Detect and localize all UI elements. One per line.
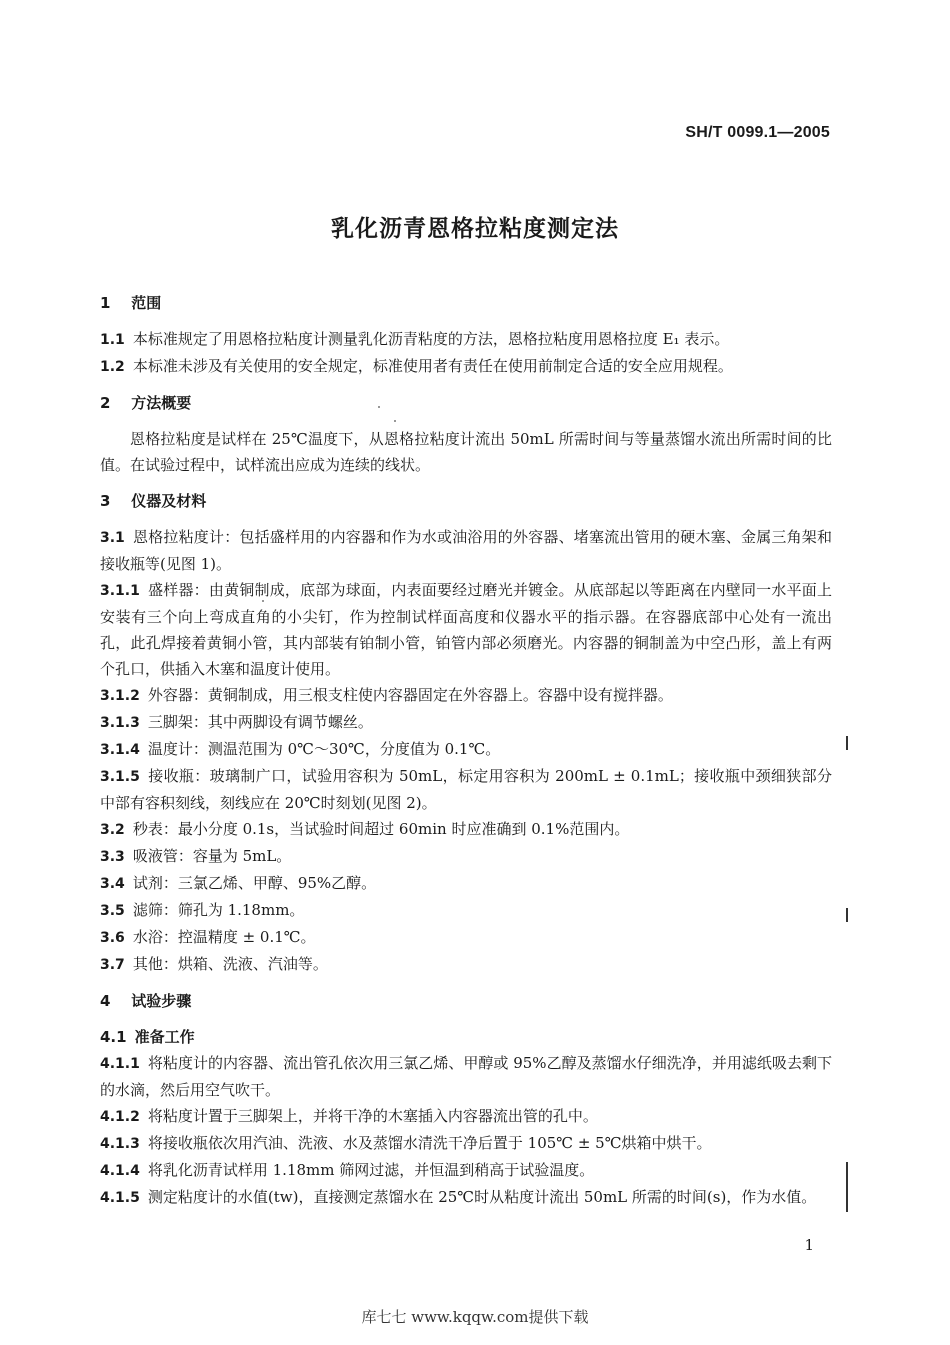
clause-1-1 bbox=[100, 326, 832, 353]
clause-3-4 bbox=[100, 870, 832, 897]
clause-4-1-3 bbox=[100, 1130, 832, 1157]
clause-text: 外容器：黄铜制成，用三根支柱使内容器固定在外容器上。容器中设有搅拌器。 bbox=[147, 686, 673, 704]
section-1-heading bbox=[100, 290, 832, 316]
document-title: 乳化沥青恩格拉粘度测定法 bbox=[331, 216, 619, 242]
section-4-heading bbox=[100, 988, 832, 1014]
clause-3-1-4 bbox=[100, 736, 832, 763]
section-number: 4 bbox=[100, 992, 111, 1010]
scan-speck bbox=[394, 420, 396, 422]
section-number: 3 bbox=[100, 492, 111, 510]
clause-3-6 bbox=[100, 924, 832, 951]
clause-number: 1.2 bbox=[100, 359, 125, 375]
clause-3-7 bbox=[100, 951, 832, 978]
clause-number: 3.1 bbox=[100, 530, 125, 546]
clause-number: 4.1.4 bbox=[100, 1163, 140, 1179]
clause-number: 3.5 bbox=[100, 903, 125, 919]
clause-text: 秒表：最小分度 0.1s，当试验时间超过 60min 时应准确到 0.1%范围内。 bbox=[132, 820, 630, 838]
clause-4-1-5 bbox=[100, 1184, 832, 1211]
clause-number: 3.6 bbox=[100, 930, 125, 946]
clause-1-2 bbox=[100, 353, 832, 380]
clause-number: 3.1.3 bbox=[100, 715, 140, 731]
clause-text: 三脚架：其中两脚设有调节螺丝。 bbox=[147, 713, 373, 731]
clause-number: 4.1 bbox=[100, 1028, 127, 1046]
subsection-4-1-heading bbox=[100, 1024, 832, 1050]
clause-4-1-1 bbox=[100, 1050, 832, 1103]
clause-text: 温度计：测温范围为 0℃～30℃，分度值为 0.1℃。 bbox=[147, 740, 501, 758]
clause-number: 3.3 bbox=[100, 849, 125, 865]
clause-text: 测定粘度计的水值(tw)，直接测定蒸馏水在 25℃时从粘度计流出 50mL 所需的时间(s)，作为水值。 bbox=[147, 1188, 817, 1206]
section-title: 仪器及材料 bbox=[131, 492, 207, 510]
clause-text: 本标准未涉及有关使用的安全规定，标准使用者有责任在使用前制定合适的安全应用规程。 bbox=[132, 357, 733, 375]
document-body bbox=[100, 290, 832, 1211]
clause-text: 盛样器：由黄铜制成，底部为球面，内表面要经过磨光并镀金。从底部起以等距离在内壁同一水平面上安装有三个向上弯成直角的小尖钉，作为控制试样面高度和仪器水平的指示器。在容器底部中心处有一流出孔，此孔焊接着黄铜小管，其内部装有铂制小管，铂管内部必须磨光。内容器的铜制盖为中空凸形，盖上有两个孔口，供插入木塞和温度计使用。 bbox=[100, 581, 832, 678]
clause-number: 3.2 bbox=[100, 822, 125, 838]
clause-number: 3.1.1 bbox=[100, 583, 140, 599]
clause-text: 将粘度计的内容器、流出管孔依次用三氯乙烯、甲醇或 95%乙醇及蒸馏水仔细洗净，并用滤纸吸去剩下的水滴，然后用空气吹干。 bbox=[100, 1054, 832, 1099]
clause-4-1-2 bbox=[100, 1103, 832, 1130]
clause-number: 4.1.2 bbox=[100, 1109, 140, 1125]
section-title: 试验步骤 bbox=[131, 992, 192, 1010]
section-3-heading bbox=[100, 488, 832, 514]
revision-bar bbox=[846, 1162, 848, 1212]
subsection-title: 准备工作 bbox=[134, 1028, 195, 1046]
standard-code: SH/T 0099.1—2005 bbox=[685, 124, 830, 141]
clause-number: 1.1 bbox=[100, 332, 125, 348]
scan-speck bbox=[262, 600, 264, 602]
section-2-heading bbox=[100, 390, 832, 416]
section-title: 范围 bbox=[131, 294, 162, 312]
clause-text: 本标准规定了用恩格拉粘度计测量乳化沥青粘度的方法，恩格拉粘度用恩格拉度 E₁ 表示。 bbox=[132, 330, 730, 348]
revision-bar bbox=[846, 736, 848, 750]
scan-speck bbox=[378, 406, 380, 408]
section-number: 1 bbox=[100, 294, 111, 312]
clause-3-1-1 bbox=[100, 577, 832, 682]
clause-text: 将乳化沥青试样用 1.18mm 筛网过滤，并恒温到稍高于试验温度。 bbox=[147, 1161, 595, 1179]
clause-text: 滤筛：筛孔为 1.18mm。 bbox=[132, 901, 305, 919]
clause-text: 将粘度计置于三脚架上，并将干净的木塞插入内容器流出管的孔中。 bbox=[147, 1107, 598, 1125]
clause-text: 将接收瓶依次用汽油、洗液、水及蒸馏水清洗干净后置于 105℃ ± 5℃烘箱中烘干。 bbox=[147, 1134, 712, 1152]
clause-3-1-5 bbox=[100, 763, 832, 816]
clause-number: 3.7 bbox=[100, 957, 125, 973]
clause-number: 3.1.2 bbox=[100, 688, 140, 704]
clause-text: 吸液管：容量为 5mL。 bbox=[132, 847, 292, 865]
clause-text: 试剂：三氯乙烯、甲醇、95%乙醇。 bbox=[132, 874, 377, 892]
clause-3-3 bbox=[100, 843, 832, 870]
section-2-paragraph: 恩格拉粘度是试样在 25℃温度下，从恩格拉粘度计流出 50mL 所需时间与等量蒸馏水流出所需时间的比值。在试验过程中，试样流出应成为连续的线状。 bbox=[100, 430, 832, 474]
clause-text: 接收瓶：玻璃制广口，试验用容积为 50mL，标定用容积为 200mL ± 0.1mL；接收瓶中颈细狭部分中部有容积刻线，刻线应在 20℃时刻划(见图 2)。 bbox=[100, 767, 832, 812]
clause-number: 3.1.5 bbox=[100, 769, 140, 785]
clause-number: 3.4 bbox=[100, 876, 125, 892]
clause-text: 水浴：控温精度 ± 0.1℃。 bbox=[132, 928, 316, 946]
clause-number: 3.1.4 bbox=[100, 742, 140, 758]
revision-bar bbox=[846, 908, 848, 922]
clause-text: 其他：烘箱、洗液、汽油等。 bbox=[132, 955, 328, 973]
clause-3-1 bbox=[100, 524, 832, 577]
clause-4-1-4 bbox=[100, 1157, 832, 1184]
clause-number: 4.1.5 bbox=[100, 1190, 140, 1206]
section-title: 方法概要 bbox=[131, 394, 192, 412]
clause-number: 4.1.1 bbox=[100, 1056, 140, 1072]
clause-3-1-2 bbox=[100, 682, 832, 709]
clause-3-1-3 bbox=[100, 709, 832, 736]
clause-3-5 bbox=[100, 897, 832, 924]
download-footer: 库七七 www.kqqw.com提供下载 bbox=[361, 1308, 589, 1326]
clause-number: 4.1.3 bbox=[100, 1136, 140, 1152]
section-number: 2 bbox=[100, 394, 111, 412]
clause-text: 恩格拉粘度计：包括盛样用的内容器和作为水或油浴用的外容器、堵塞流出管用的硬木塞、金属三角架和接收瓶等(见图 1)。 bbox=[100, 528, 832, 573]
clause-3-2 bbox=[100, 816, 832, 843]
page-number: 1 bbox=[804, 1236, 814, 1254]
